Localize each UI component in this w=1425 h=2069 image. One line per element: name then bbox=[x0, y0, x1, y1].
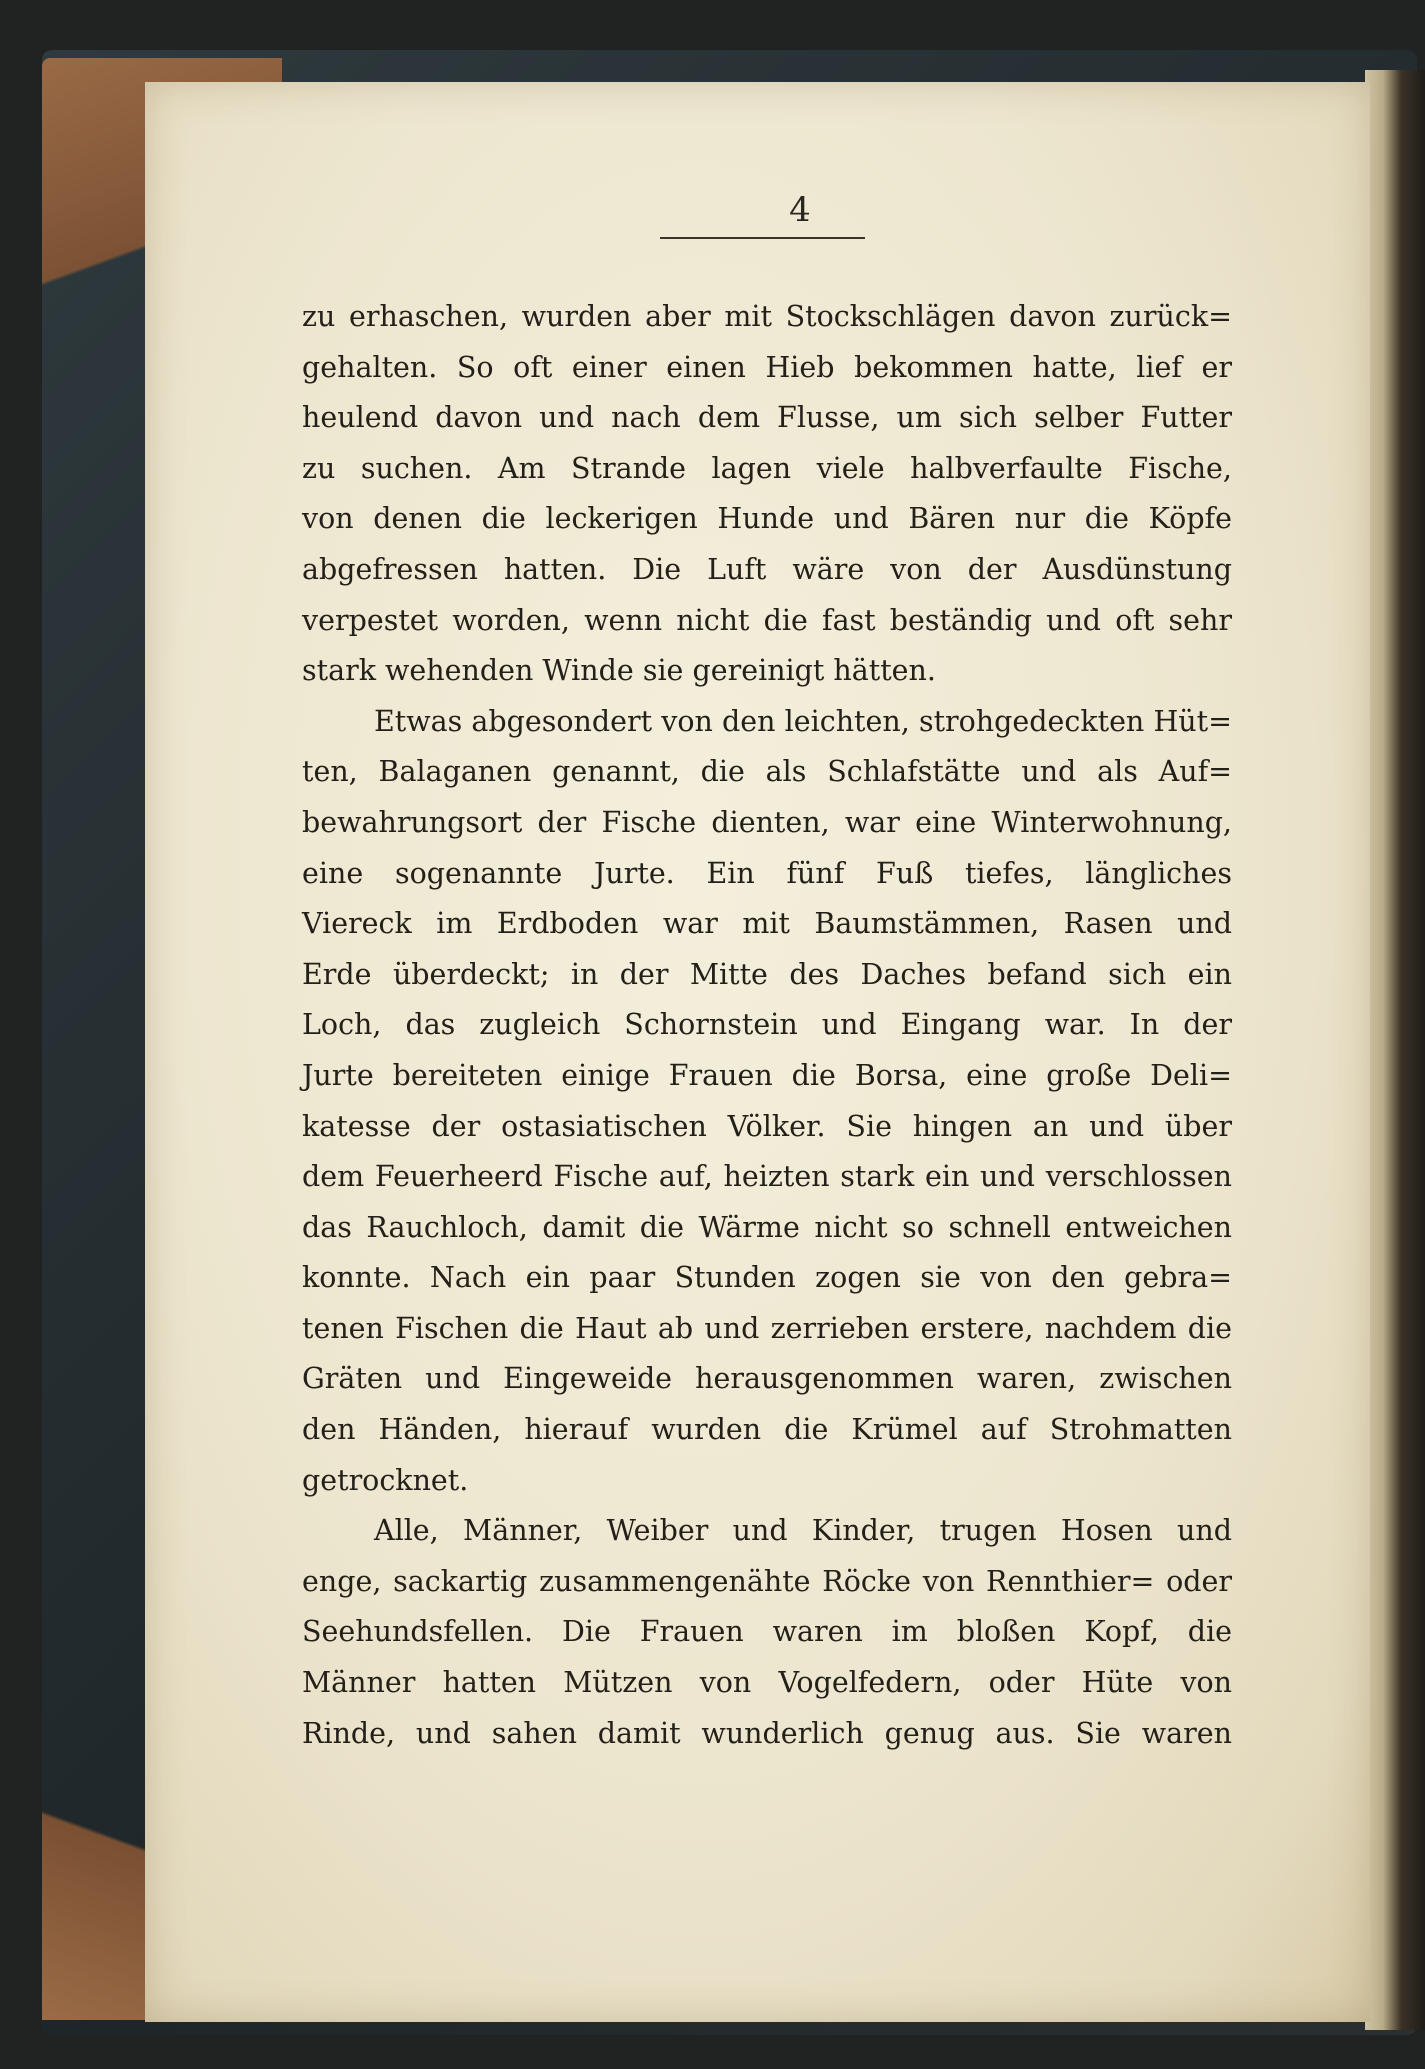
text-line: Erde überdeckt; in der Mitte des Daches befand sich ein bbox=[302, 957, 1232, 991]
text-line: verpestet worden, wenn nicht die fast beständig und oft sehr bbox=[302, 603, 1232, 637]
text-line: Loch, das zugleich Schornstein und Eingang war. In der bbox=[302, 1008, 1232, 1042]
text-line: den Händen, hierauf wurden die Krümel auf Strohmatten bbox=[302, 1413, 1232, 1447]
text-line: eine sogenannte Jurte. Ein fünf Fuß tiefes, längliches bbox=[302, 856, 1232, 890]
text-line: katesse der ostasiatischen Völker. Sie hingen an und über bbox=[302, 1109, 1232, 1143]
header-rule bbox=[660, 237, 865, 239]
text-line: abgefressen hatten. Die Luft wäre von der Ausdünstung bbox=[302, 552, 1232, 586]
text-line: konnte. Nach ein paar Stunden zogen sie von den gebra= bbox=[302, 1261, 1232, 1295]
text-line: von denen die leckerigen Hunde und Bären nur die Köpfe bbox=[302, 502, 1232, 536]
text-line: Seehundsfellen. Die Frauen waren im bloßen Kopf, die bbox=[302, 1615, 1232, 1649]
text-line: getrocknet. bbox=[302, 1463, 469, 1497]
text-line: zu suchen. Am Strande lagen viele halbverfaulte Fische, bbox=[302, 451, 1232, 485]
text-line: gehalten. So oft einer einen Hieb bekommen hatte, lief er bbox=[302, 350, 1232, 384]
text-line: heulend davon und nach dem Flusse, um sich selber Futter bbox=[302, 401, 1232, 435]
text-line: Gräten und Eingeweide herausgenommen waren, zwischen bbox=[302, 1362, 1232, 1396]
text-line: Rinde, und sahen damit wunderlich genug aus. Sie waren bbox=[302, 1716, 1232, 1750]
text-line: dem Feuerheerd Fische auf, heizten stark ein und verschlossen bbox=[302, 1160, 1232, 1194]
text-line: Viereck im Erdboden war mit Baumstämmen, Rasen und bbox=[302, 907, 1232, 941]
text-line: enge, sackartig zusammengenähte Röcke von Rennthier= oder bbox=[302, 1564, 1232, 1598]
facing-page-edge bbox=[1365, 70, 1425, 2030]
text-line: zu erhaschen, wurden aber mit Stockschlägen davon zurück= bbox=[302, 300, 1232, 333]
text-line: das Rauchloch, damit die Wärme nicht so schnell entweichen bbox=[302, 1210, 1232, 1244]
text-line: ten, Balaganen genannt, die als Schlafstätte und als Auf= bbox=[302, 755, 1232, 789]
text-line: Alle, Männer, Weiber und Kinder, trugen Hosen und bbox=[374, 1514, 1232, 1548]
text-line: tenen Fischen die Haut ab und zerrieben erstere, nachdem die bbox=[302, 1311, 1232, 1345]
text-line: bewahrungsort der Fische dienten, war eine Winterwohnung, bbox=[302, 805, 1232, 839]
text-line: Jurte bereiteten einige Frauen die Borsa, eine große Deli= bbox=[302, 1058, 1232, 1092]
text-line: Etwas abgesondert von den leichten, strohgedeckten Hüt= bbox=[374, 704, 1232, 738]
text-line: Männer hatten Mützen von Vogelfedern, oder Hüte von bbox=[302, 1666, 1232, 1700]
body-text bbox=[302, 292, 1232, 1759]
text-line: stark wehenden Winde sie gereinigt hätten. bbox=[302, 654, 936, 688]
page-number: 4 bbox=[789, 190, 811, 230]
